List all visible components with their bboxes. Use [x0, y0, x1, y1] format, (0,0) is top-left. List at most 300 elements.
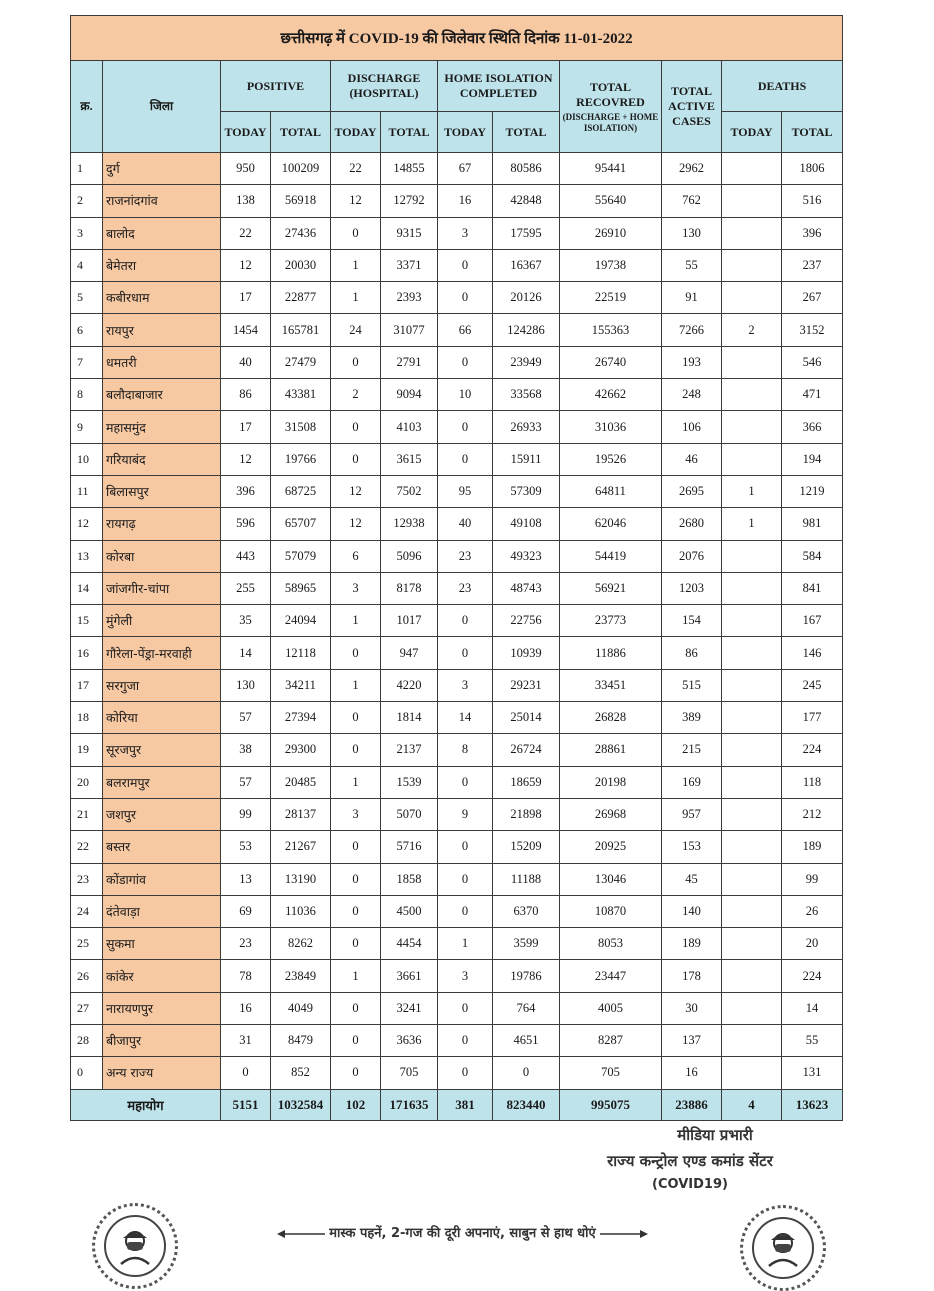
media-line-3: (COVID19): [652, 1177, 728, 1192]
row-home-isolation-total: 42848: [493, 185, 560, 217]
row-discharge-today: 3: [331, 798, 381, 830]
row-positive-total: 22877: [271, 282, 331, 314]
row-sn: 12: [71, 508, 103, 540]
row-total-recovered: 10870: [560, 895, 662, 927]
row-home-isolation-total: 26724: [493, 734, 560, 766]
arrow-left-icon: [277, 1229, 325, 1239]
row-deaths-today: [722, 669, 782, 701]
row-total-active: 91: [662, 282, 722, 314]
row-total-recovered: 54419: [560, 540, 662, 572]
row-deaths-total: 516: [782, 185, 843, 217]
masked-face-icon-left: [92, 1203, 178, 1289]
header-home-isolation-today: TODAY: [438, 112, 493, 153]
row-sn: 13: [71, 540, 103, 572]
row-discharge-today: 0: [331, 411, 381, 443]
row-positive-today: 12: [221, 443, 271, 475]
row-district: धमतरी: [103, 346, 221, 378]
row-total-recovered: 20925: [560, 831, 662, 863]
row-deaths-today: [722, 249, 782, 281]
row-positive-today: 950: [221, 153, 271, 185]
row-home-isolation-today: 0: [438, 605, 493, 637]
row-district: मुंगेली: [103, 605, 221, 637]
header-discharge-today: TODAY: [331, 112, 381, 153]
row-discharge-total: 8178: [381, 572, 438, 604]
row-discharge-today: 12: [331, 185, 381, 217]
row-sn: 15: [71, 605, 103, 637]
row-discharge-today: 12: [331, 508, 381, 540]
row-total-recovered: 31036: [560, 411, 662, 443]
row-discharge-today: 0: [331, 1057, 381, 1089]
row-district: जशपुर: [103, 798, 221, 830]
row-deaths-total: 237: [782, 249, 843, 281]
total-pos-today: 5151: [221, 1089, 271, 1120]
header-home-isolation: [438, 61, 560, 112]
row-deaths-total: 167: [782, 605, 843, 637]
row-total-active: 762: [662, 185, 722, 217]
row-total-recovered: 26828: [560, 702, 662, 734]
row-discharge-total: 12938: [381, 508, 438, 540]
row-total-recovered: 19526: [560, 443, 662, 475]
row-sn: 17: [71, 669, 103, 701]
header-deaths-today: TODAY: [722, 112, 782, 153]
row-discharge-today: 0: [331, 346, 381, 378]
row-positive-today: 255: [221, 572, 271, 604]
row-positive-total: 27394: [271, 702, 331, 734]
header-total-recovered: [560, 61, 662, 153]
table-row: [71, 249, 843, 281]
row-positive-today: 13: [221, 863, 271, 895]
row-positive-today: 22: [221, 217, 271, 249]
row-sn: 7: [71, 346, 103, 378]
row-home-isolation-total: 57309: [493, 475, 560, 507]
row-discharge-today: 0: [331, 637, 381, 669]
row-deaths-today: [722, 185, 782, 217]
row-positive-total: 28137: [271, 798, 331, 830]
row-discharge-today: 0: [331, 443, 381, 475]
row-positive-total: 27479: [271, 346, 331, 378]
row-district: बलौदाबाजार: [103, 379, 221, 411]
table-body: [71, 153, 843, 1090]
row-deaths-total: 212: [782, 798, 843, 830]
row-positive-today: 396: [221, 475, 271, 507]
row-deaths-today: [722, 411, 782, 443]
row-positive-total: 56918: [271, 185, 331, 217]
row-positive-today: 1454: [221, 314, 271, 346]
row-home-isolation-total: 11188: [493, 863, 560, 895]
row-home-isolation-total: 25014: [493, 702, 560, 734]
row-district: महासमुंद: [103, 411, 221, 443]
row-positive-today: 0: [221, 1057, 271, 1089]
row-home-isolation-total: 18659: [493, 766, 560, 798]
row-deaths-total: 131: [782, 1057, 843, 1089]
row-deaths-total: 366: [782, 411, 843, 443]
row-deaths-today: [722, 992, 782, 1024]
row-district: दुर्ग: [103, 153, 221, 185]
row-sn: 16: [71, 637, 103, 669]
row-discharge-total: 2137: [381, 734, 438, 766]
row-home-isolation-total: 124286: [493, 314, 560, 346]
table-row: [71, 960, 843, 992]
row-district: रायगढ़: [103, 508, 221, 540]
row-total-recovered: 64811: [560, 475, 662, 507]
row-total-active: 7266: [662, 314, 722, 346]
row-sn: 24: [71, 895, 103, 927]
table-row: [71, 831, 843, 863]
row-district: कांकेर: [103, 960, 221, 992]
table-row: [71, 895, 843, 927]
row-discharge-today: 1: [331, 249, 381, 281]
row-sn: 11: [71, 475, 103, 507]
row-positive-total: 68725: [271, 475, 331, 507]
row-positive-total: 43381: [271, 379, 331, 411]
row-total-active: 2695: [662, 475, 722, 507]
row-total-active: 106: [662, 411, 722, 443]
row-positive-total: 58965: [271, 572, 331, 604]
row-total-recovered: 42662: [560, 379, 662, 411]
row-home-isolation-total: 764: [493, 992, 560, 1024]
row-total-active: 1203: [662, 572, 722, 604]
row-sn: 2: [71, 185, 103, 217]
row-home-isolation-total: 10939: [493, 637, 560, 669]
row-home-isolation-total: 26933: [493, 411, 560, 443]
header-district: जिला: [103, 61, 221, 153]
row-discharge-total: 5716: [381, 831, 438, 863]
row-deaths-total: 99: [782, 863, 843, 895]
row-discharge-total: 7502: [381, 475, 438, 507]
row-total-recovered: 26740: [560, 346, 662, 378]
row-total-active: 86: [662, 637, 722, 669]
row-discharge-total: 9094: [381, 379, 438, 411]
table-row: [71, 475, 843, 507]
table-row: [71, 346, 843, 378]
header-deaths-total: TOTAL: [782, 112, 843, 153]
row-deaths-total: 224: [782, 734, 843, 766]
row-sn: 9: [71, 411, 103, 443]
table-row: [71, 734, 843, 766]
row-sn: 6: [71, 314, 103, 346]
row-total-recovered: 4005: [560, 992, 662, 1024]
header-sn: क्र.: [71, 61, 103, 153]
row-deaths-today: [722, 734, 782, 766]
page-title: छत्तीसगढ़ में COVID-19 की जिलेवार स्थिति दिनांक 11-01-2022: [71, 16, 843, 61]
table-row: [71, 153, 843, 185]
row-positive-total: 65707: [271, 508, 331, 540]
row-home-isolation-total: 21898: [493, 798, 560, 830]
row-home-isolation-total: 49108: [493, 508, 560, 540]
row-discharge-today: 0: [331, 702, 381, 734]
table-row: [71, 508, 843, 540]
row-district: कोरिया: [103, 702, 221, 734]
row-sn: 20: [71, 766, 103, 798]
row-home-isolation-today: 1: [438, 928, 493, 960]
row-discharge-today: 0: [331, 928, 381, 960]
row-positive-today: 35: [221, 605, 271, 637]
row-total-recovered: 23447: [560, 960, 662, 992]
row-discharge-total: 705: [381, 1057, 438, 1089]
row-total-active: 515: [662, 669, 722, 701]
row-discharge-total: 1858: [381, 863, 438, 895]
row-district: सरगुजा: [103, 669, 221, 701]
row-deaths-today: [722, 217, 782, 249]
row-home-isolation-total: 48743: [493, 572, 560, 604]
row-total-recovered: 8287: [560, 1025, 662, 1057]
media-line-1: मीडिया प्रभारी: [677, 1126, 753, 1144]
row-discharge-today: 0: [331, 1025, 381, 1057]
row-total-active: 193: [662, 346, 722, 378]
row-district: बीजापुर: [103, 1025, 221, 1057]
row-home-isolation-today: 0: [438, 766, 493, 798]
row-home-isolation-total: 3599: [493, 928, 560, 960]
row-positive-total: 852: [271, 1057, 331, 1089]
row-deaths-today: [722, 540, 782, 572]
table-row: [71, 992, 843, 1024]
row-district: बेमेतरा: [103, 249, 221, 281]
row-discharge-today: 24: [331, 314, 381, 346]
table-row: [71, 217, 843, 249]
row-home-isolation-today: 0: [438, 443, 493, 475]
row-home-isolation-today: 8: [438, 734, 493, 766]
header-discharge-total: TOTAL: [381, 112, 438, 153]
row-sn: 18: [71, 702, 103, 734]
table-row: [71, 540, 843, 572]
row-home-isolation-today: 3: [438, 669, 493, 701]
row-district: कबीरधाम: [103, 282, 221, 314]
total-hi-total: 823440: [493, 1089, 560, 1120]
row-home-isolation-total: 22756: [493, 605, 560, 637]
row-total-active: 389: [662, 702, 722, 734]
table-row: [71, 1025, 843, 1057]
row-total-active: 2076: [662, 540, 722, 572]
row-discharge-total: 2791: [381, 346, 438, 378]
row-home-isolation-today: 0: [438, 992, 493, 1024]
row-home-isolation-today: 3: [438, 960, 493, 992]
row-total-recovered: 56921: [560, 572, 662, 604]
row-discharge-total: 3615: [381, 443, 438, 475]
row-district: बस्तर: [103, 831, 221, 863]
row-positive-today: 31: [221, 1025, 271, 1057]
row-home-isolation-today: 3: [438, 217, 493, 249]
row-positive-total: 8479: [271, 1025, 331, 1057]
row-positive-today: 16: [221, 992, 271, 1024]
safety-slogan: [190, 1223, 735, 1241]
safety-slogan-text: मास्क पहनें, 2-गज की दूरी अपनाएं, साबुन से हाथ धोएं: [329, 1226, 596, 1241]
row-sn: 1: [71, 153, 103, 185]
row-positive-total: 57079: [271, 540, 331, 572]
row-positive-total: 34211: [271, 669, 331, 701]
total-dis-today: 102: [331, 1089, 381, 1120]
row-discharge-today: 1: [331, 605, 381, 637]
row-deaths-total: 245: [782, 669, 843, 701]
row-home-isolation-today: 10: [438, 379, 493, 411]
row-home-isolation-today: 14: [438, 702, 493, 734]
row-home-isolation-total: 20126: [493, 282, 560, 314]
row-total-recovered: 705: [560, 1057, 662, 1089]
row-positive-total: 4049: [271, 992, 331, 1024]
row-total-active: 2680: [662, 508, 722, 540]
row-positive-today: 69: [221, 895, 271, 927]
row-home-isolation-today: 0: [438, 282, 493, 314]
row-total-active: 130: [662, 217, 722, 249]
row-home-isolation-total: 17595: [493, 217, 560, 249]
row-positive-today: 40: [221, 346, 271, 378]
table-row: [71, 605, 843, 637]
row-district: बिलासपुर: [103, 475, 221, 507]
header-deaths: DEATHS: [722, 61, 843, 112]
table-row: [71, 282, 843, 314]
header-discharge: [331, 61, 438, 112]
row-sn: 28: [71, 1025, 103, 1057]
row-positive-today: 99: [221, 798, 271, 830]
row-deaths-today: [722, 637, 782, 669]
row-positive-total: 8262: [271, 928, 331, 960]
row-deaths-total: 20: [782, 928, 843, 960]
row-deaths-total: 841: [782, 572, 843, 604]
row-deaths-today: 1: [722, 508, 782, 540]
row-total-recovered: 28861: [560, 734, 662, 766]
row-positive-today: 23: [221, 928, 271, 960]
row-district: सूरजपुर: [103, 734, 221, 766]
row-discharge-total: 4220: [381, 669, 438, 701]
row-district: गरियाबंद: [103, 443, 221, 475]
row-deaths-total: 194: [782, 443, 843, 475]
arrow-right-icon: [600, 1229, 648, 1239]
row-discharge-total: 1539: [381, 766, 438, 798]
district-covid-table: [70, 15, 843, 1121]
total-death-today: 4: [722, 1089, 782, 1120]
header-total-active: [662, 61, 722, 153]
row-deaths-total: 546: [782, 346, 843, 378]
row-home-isolation-today: 23: [438, 572, 493, 604]
row-home-isolation-today: 0: [438, 1025, 493, 1057]
row-discharge-total: 1814: [381, 702, 438, 734]
row-discharge-today: 0: [331, 217, 381, 249]
row-district: नारायणपुर: [103, 992, 221, 1024]
row-total-recovered: 155363: [560, 314, 662, 346]
row-deaths-total: 471: [782, 379, 843, 411]
row-home-isolation-total: 80586: [493, 153, 560, 185]
row-deaths-today: [722, 1057, 782, 1089]
grand-total-label: महायोग: [71, 1089, 221, 1120]
row-district: कोरबा: [103, 540, 221, 572]
row-discharge-total: 5070: [381, 798, 438, 830]
row-home-isolation-today: 66: [438, 314, 493, 346]
row-deaths-total: 224: [782, 960, 843, 992]
row-home-isolation-today: 0: [438, 346, 493, 378]
row-discharge-total: 3661: [381, 960, 438, 992]
row-deaths-today: [722, 282, 782, 314]
table-row: [71, 702, 843, 734]
row-total-active: 957: [662, 798, 722, 830]
total-hi-today: 381: [438, 1089, 493, 1120]
header-total-recovered-label: TOTAL RECOVRED: [576, 79, 645, 109]
row-total-active: 248: [662, 379, 722, 411]
row-total-active: 2962: [662, 153, 722, 185]
row-discharge-total: 9315: [381, 217, 438, 249]
row-home-isolation-today: 0: [438, 249, 493, 281]
footer: [0, 1125, 934, 1280]
row-deaths-today: [722, 895, 782, 927]
row-deaths-total: 3152: [782, 314, 843, 346]
row-total-active: 55: [662, 249, 722, 281]
row-deaths-today: [722, 605, 782, 637]
row-total-active: 154: [662, 605, 722, 637]
row-discharge-total: 2393: [381, 282, 438, 314]
row-discharge-today: 0: [331, 734, 381, 766]
row-deaths-today: [722, 831, 782, 863]
row-sn: 22: [71, 831, 103, 863]
row-home-isolation-total: 15209: [493, 831, 560, 863]
row-total-recovered: 23773: [560, 605, 662, 637]
row-positive-today: 443: [221, 540, 271, 572]
covid-report-sheet: [70, 15, 842, 1121]
row-deaths-total: 396: [782, 217, 843, 249]
row-positive-total: 20485: [271, 766, 331, 798]
row-deaths-today: 2: [722, 314, 782, 346]
row-positive-total: 31508: [271, 411, 331, 443]
row-district: रायपुर: [103, 314, 221, 346]
row-home-isolation-today: 67: [438, 153, 493, 185]
row-district: जांजगीर-चांपा: [103, 572, 221, 604]
row-positive-total: 29300: [271, 734, 331, 766]
header-positive-today: TODAY: [221, 112, 271, 153]
row-deaths-today: [722, 960, 782, 992]
row-discharge-today: 1: [331, 766, 381, 798]
masked-face-icon-right: [740, 1205, 826, 1291]
total-dis-total: 171635: [381, 1089, 438, 1120]
table-row: [71, 1057, 843, 1089]
row-deaths-today: [722, 863, 782, 895]
row-home-isolation-total: 49323: [493, 540, 560, 572]
row-total-recovered: 13046: [560, 863, 662, 895]
row-deaths-today: [722, 766, 782, 798]
row-positive-today: 17: [221, 411, 271, 443]
row-district: सुकमा: [103, 928, 221, 960]
row-total-recovered: 19738: [560, 249, 662, 281]
row-discharge-today: 1: [331, 669, 381, 701]
row-total-recovered: 8053: [560, 928, 662, 960]
header-home-isolation-total: TOTAL: [493, 112, 560, 153]
row-deaths-total: 981: [782, 508, 843, 540]
row-deaths-today: [722, 379, 782, 411]
header-total-active-label: TOTAL ACTIVE CASES: [668, 84, 715, 128]
row-deaths-total: 146: [782, 637, 843, 669]
table-row: [71, 928, 843, 960]
row-home-isolation-today: 16: [438, 185, 493, 217]
row-home-isolation-today: 9: [438, 798, 493, 830]
row-deaths-total: 1806: [782, 153, 843, 185]
row-positive-total: 100209: [271, 153, 331, 185]
row-deaths-total: 118: [782, 766, 843, 798]
row-positive-today: 596: [221, 508, 271, 540]
header-home-isolation-label: HOME ISOLATION COMPLETED: [444, 71, 553, 100]
row-total-active: 45: [662, 863, 722, 895]
row-discharge-total: 3371: [381, 249, 438, 281]
table-row: [71, 379, 843, 411]
row-home-isolation-today: 0: [438, 863, 493, 895]
header-total-recovered-sub: (DISCHARGE + HOME ISOLATION): [562, 111, 659, 133]
row-deaths-total: 267: [782, 282, 843, 314]
row-discharge-total: 4500: [381, 895, 438, 927]
row-discharge-total: 12792: [381, 185, 438, 217]
row-home-isolation-today: 0: [438, 1057, 493, 1089]
total-recovered: 995075: [560, 1089, 662, 1120]
row-home-isolation-today: 23: [438, 540, 493, 572]
row-positive-total: 20030: [271, 249, 331, 281]
row-deaths-today: [722, 153, 782, 185]
row-deaths-total: 584: [782, 540, 843, 572]
table-row: [71, 637, 843, 669]
row-deaths-today: [722, 1025, 782, 1057]
